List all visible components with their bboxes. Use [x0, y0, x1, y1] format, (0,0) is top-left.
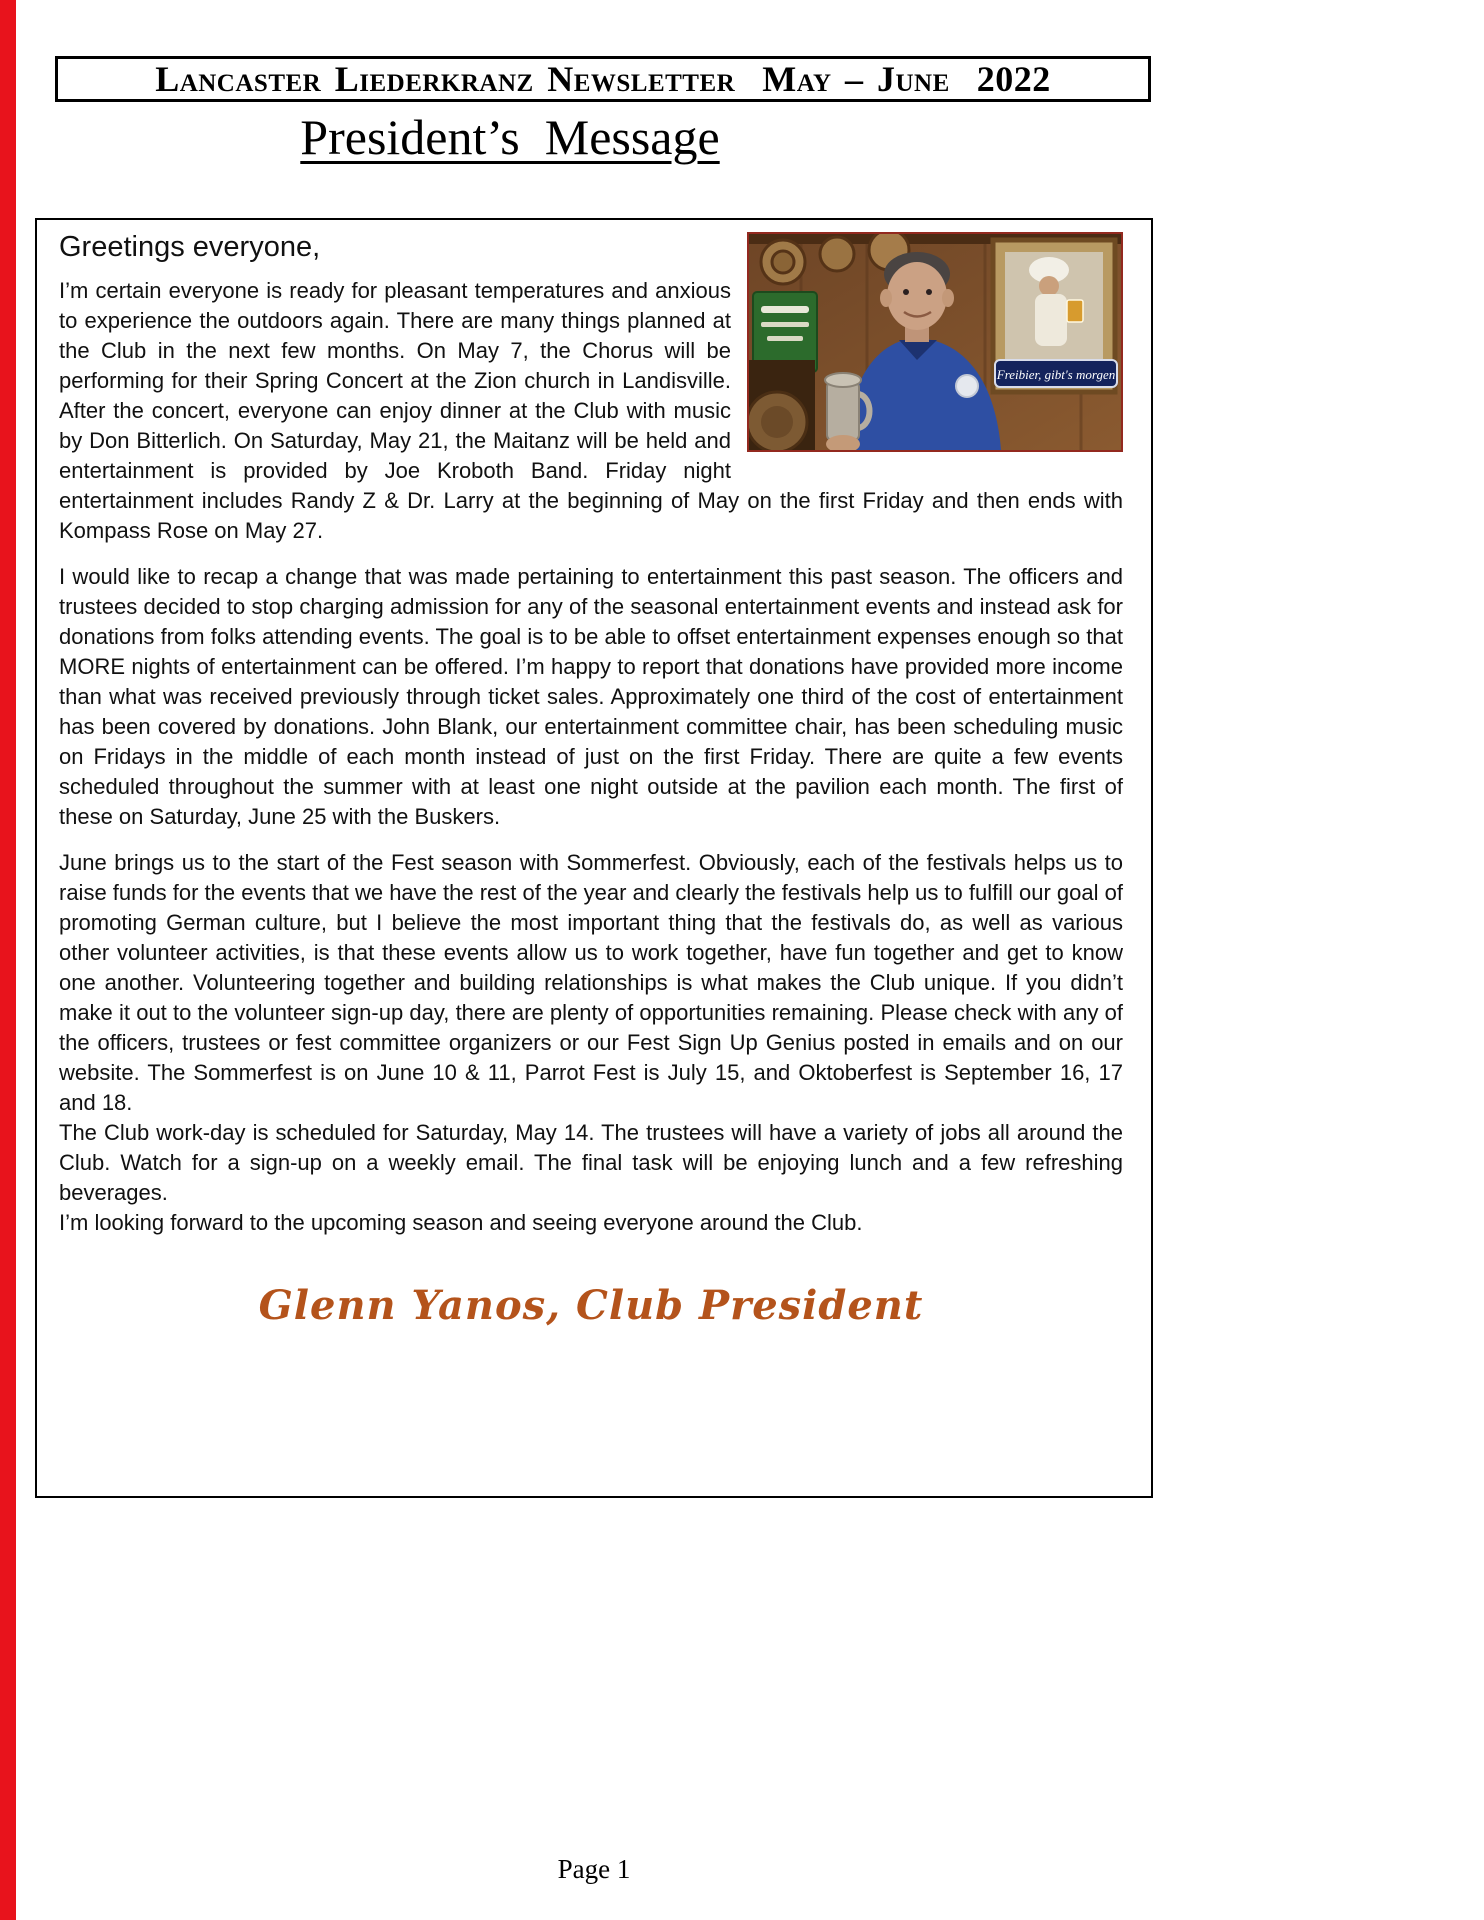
greeting-heading: Greetings everyone, — [59, 231, 321, 263]
president-photo-illustration — [749, 234, 1121, 450]
page-number: Page 1 — [557, 1854, 631, 1884]
president-signature: Glenn Yanos, Club President — [258, 1282, 924, 1329]
message-paragraph-2: I would like to recap a change that was made pertaining to entertainment this past season. The officers and trustees decided to stop charging admission for any of the seasonal entertainment events and instead ask for donations from folks attending events. The goal is to be able to offset entertainment expenses enough so that MORE nights of entertainment can be offered. I’m happy to report that donations have provided more income than what was received previously through ticket sales. Approximately one third of the cost of entertainment has been covered by donations. John Blank, our entertainment committee chair, has been scheduling music on Fridays in the middle of each month instead of just on the first Friday. There are quite a few events scheduled throughout the summer with at least one night outside at the pavilion each month. The first of these on Saturday, June 25 with the Buskers. — [59, 564, 1123, 829]
newsletter-masthead — [55, 56, 1151, 102]
red-accent-bar — [0, 0, 16, 1920]
freibier-sign-text: Freibier, gibt's morgen — [996, 367, 1116, 382]
message-paragraph-5: I’m looking forward to the upcoming season and seeing everyone around the Club. — [59, 1210, 863, 1235]
message-paragraph-3: June brings us to the start of the Fest season with Sommerfest. Obviously, each of the festivals helps us to raise funds for the events that we have the rest of the year and clearly the festivals help us to fulfill our goal of promoting German culture, but I believe the most important thing that the festivals do, as well as various other volunteer activities, is that these events allow us to work together, have fun together and get to know one another. Volunteering together and building relationships is what makes the Club unique. If you didn’t make it out to the volunteer sign-up day, there are plenty of opportunities remaining. Please check with any of the officers, trustees or fest committee organizers or our Fest Sign Up Genius posted in emails and on our website. The Sommerfest is on June 10 & 11, Parrot Fest is July 15, and Oktoberfest is September 16, 17 and 18. — [59, 850, 1123, 1115]
page-title: President’s Message — [300, 109, 720, 165]
page-footer — [35, 1854, 1153, 1885]
message-paragraph-4: The Club work-day is scheduled for Saturday, May 14. The trustees will have a variety of jobs all around the Club. Watch for a sign-up on a weekly email. The final task will be enjoying lunch and a few refreshing beverages. — [59, 1120, 1123, 1205]
message-paragraph-1: I’m certain everyone is ready for pleasant temperatures and anxious to experience the outdoors again. There are many things planned at the Club in the next few months. On May 7, the Chorus will be performing for their Spring Concert at the Zion church in Landisville. After the concert, everyone can enjoy dinner at the Club with music by Don Bitterlich. On Saturday, May 21, the Maitanz will be held and entertainment is provided by Joe Kroboth Band. Friday night entertainment includes Randy Z & Dr. Larry at the beginning of May on the first Friday and then ends with Kompass Rose on May 27. — [59, 278, 1123, 543]
freibier-sign — [995, 360, 1117, 387]
president-photo — [747, 232, 1123, 452]
presidents-message-box — [35, 218, 1153, 1498]
masthead-text: Lancaster Liederkranz Newsletter May – June 2022 — [155, 59, 1051, 99]
page-title-wrap — [0, 108, 1020, 166]
